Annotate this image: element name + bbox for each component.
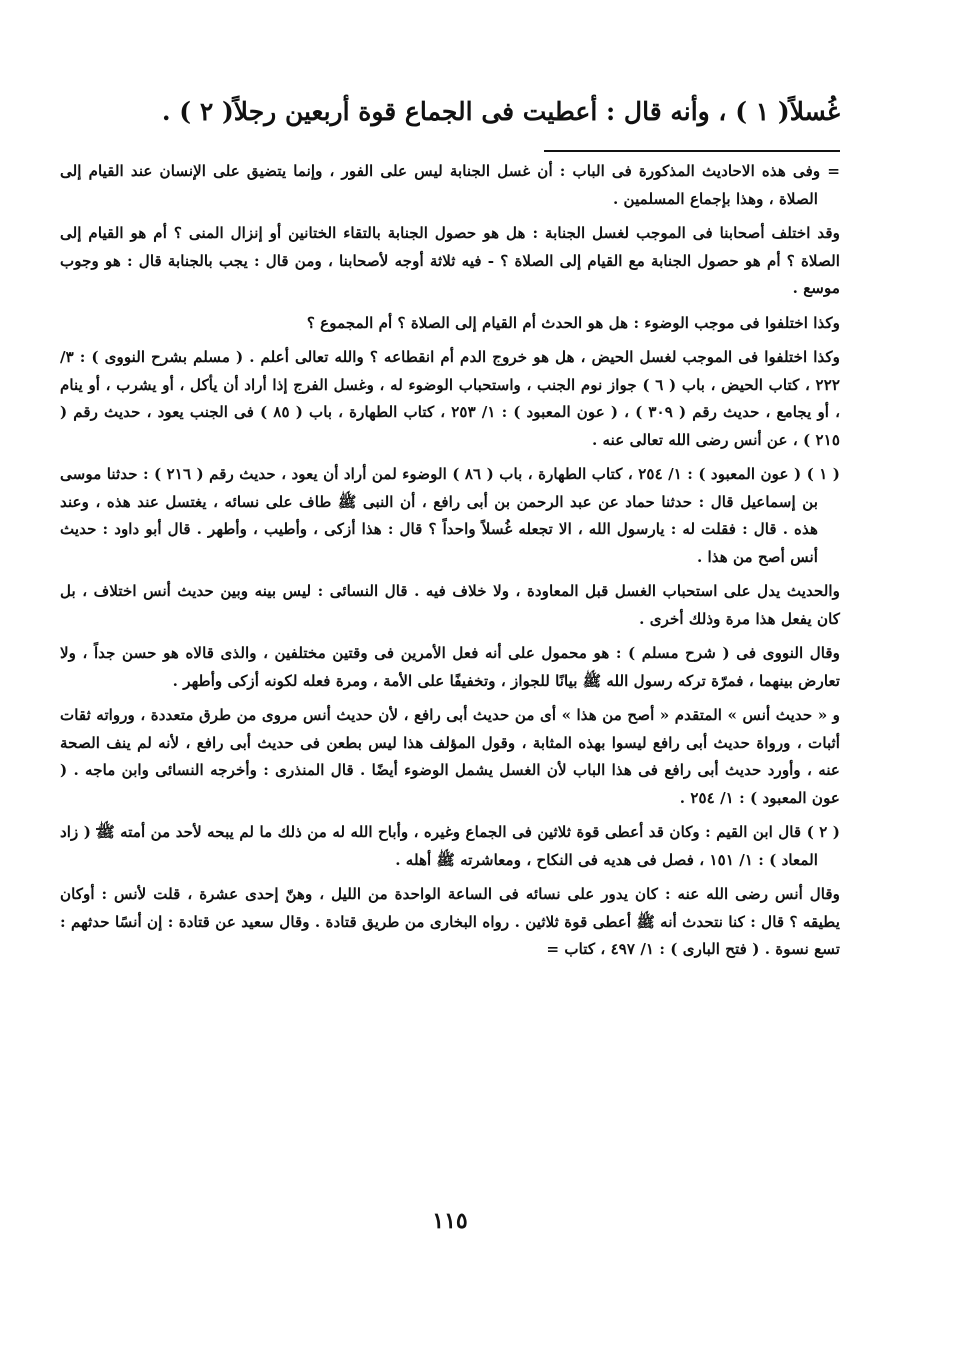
footnote-paragraph: وكذا اختلفوا فى الموجب لغسل الحيض ، هل هو خروج الدم أم انقطاعه ؟ والله تعالى أعلم . ( مسلم بشرح النووى ) : ٣/ ٢٢٢ ، كتاب الحيض ، باب ( ٦ ) جواز نوم الجنب ، واستحباب الوضوء له ، وغسل الفرج إذا أراد أن يأكل ، أو يشرب ، أو ينام ، أو يجامع ، حديث رقم ( ٣٠٩ ) ، ( عون المعبود ) : ١/ ٢٥٣ ، كتاب الطهارة ، باب ( ٨٥ ) فى الجنب يعود ، حديث رقم ( ٢١٥ ) ، عن أنس رضى الله تعالى عنه . (60, 348, 841, 449)
footnote-2: ( ٢ ) قال ابن القيم : وكان قد أعطى قوة ثلاثين فى الجماع وغيره ، وأباح الله له من ذلك ما لم يبحه لأحد من أمته ﷺ ( زاد المعاد ) : ١/ ١٥١ ، فصل فى هديه فى النكاح ، ومعاشرته ﷺ أهله . (60, 823, 840, 869)
footnote-1: ( ١ ) ( عون المعبود ) : ١/ ٢٥٤ ، كتاب الطهارة ، باب ( ٨٦ ) الوضوء لمن أراد أن يعود ، حديث رقم ( ٢١٦ ) : حدثنا موسى بن إسماعيل قال : حدثنا حماد عن عبد الرحمن بن أبى رافع ، أن النبى ﷺ طاف على نسائه ، يغتسل عند هذه ، وعند هذه . قال : فقلت له : يارسول الله ، الا تجعله غُسلاً واحداً ؟ قال : هذا أزكى ، وأطيب ، وأطهر . قال أبو داود : حديث أنس أصح من هذا . (60, 465, 840, 566)
footnote-paragraph: وقال أنس رضى الله عنه : كان يدور على نسائه فى الساعة الواحدة من الليل ، وهنّ إحدى عشرة ، قلت لأنس : أوكان يطيقه ؟ قال : كنا نتحدث أنه ﷺ أعطى قوة ثلاثين . رواه البخارى من طريق قتادة . وقال سعيد عن قتادة : إن أنسًا حدثهم : تسع نسوة . ( فتح البارى ) : ١/ ٤٩٧ ، كتاب = (60, 885, 840, 958)
footnote-paragraph: وكذا اختلفوا فى موجب الوضوء : هل هو الحدث أم القيام إلى الصلاة ؟ أم المجموع ؟ (306, 313, 840, 332)
footnote-paragraph: والحديث يدل على استحباب الغسل قبل المعاودة ، ولا خلاف فيه . قال النسائى : ليس بينه وبين حديث أنس اختلاف ، بل كان يفعل هذا مرة وذلك أخرى . (60, 582, 840, 628)
footnote-continuation-paragraph: = وفى هذه الاحاديث المذكورة فى الباب : أن غسل الجنابة ليس على الفور ، وإنما يتضيق على الإنسان عند القيام إلى الصلاة ، وهذا بإجماع المسلمين . (60, 162, 840, 208)
footnote-paragraph: وقد اختلف أصحابنا فى الموجب لغسل الجنابة : هل هو حصول الجنابة بالتقاء الختانين أو إنزال المنى ؟ أم هو القيام إلى الصلاة ؟ أم هو حصول الجنابة مع القيام إلى الصلاة ؟ - فيه ثلاثة أوجه لأصحابنا ، ومن قال : يجب بالجنابة قال : هو وجوب موسع . (60, 224, 840, 297)
page-number: ١١٥ (432, 1208, 468, 1234)
footnotes-section (60, 158, 840, 971)
footnote-paragraph: و « حديث أنس » المتقدم « أصح من هذا » أى من حديث أبى رافع ، لأن حديث أنس مروى من طرق متعددة ، ورواته ثقات أثبات ، ورواة حديث أبى رافع ليسوا بهذه المثابة ، وقول المؤلف هذا ليس بطعن فى حديث أبى رافع ، لأنه لم ينف الصحة عنه ، وأورد حديث أبى رافع فى هذا الباب لأن الغسل يشمل الوضوء أيضًا . قال المنذرى : وأخرجه النسائى وابن ماجه . ( عون المعبود ) : ١/ ٢٥٤ . (60, 706, 840, 807)
main-text-line: غُسلاً( ١ ) ، وأنه قال : أعطيت فى الجماع قوة أربعين رجلاً( ٢ ) . (161, 97, 840, 126)
stray-mark (96, 828, 103, 830)
book-page (60, 0, 840, 1359)
footnote-paragraph: وقال النووى فى ( شرح مسلم ) : هو محمول على أنه فعل الأمرين فى وقتين مختلفين ، والذى قالاه هو حسن جداً ، ولا تعارض بينهما ، فمرّة تركه رسول الله ﷺ بيانًا للجواز ، وتخفيفًا على الأمة ، ومرة فعله لكونه أزكى وأطهر . (60, 644, 840, 690)
footnote-separator (544, 150, 840, 152)
